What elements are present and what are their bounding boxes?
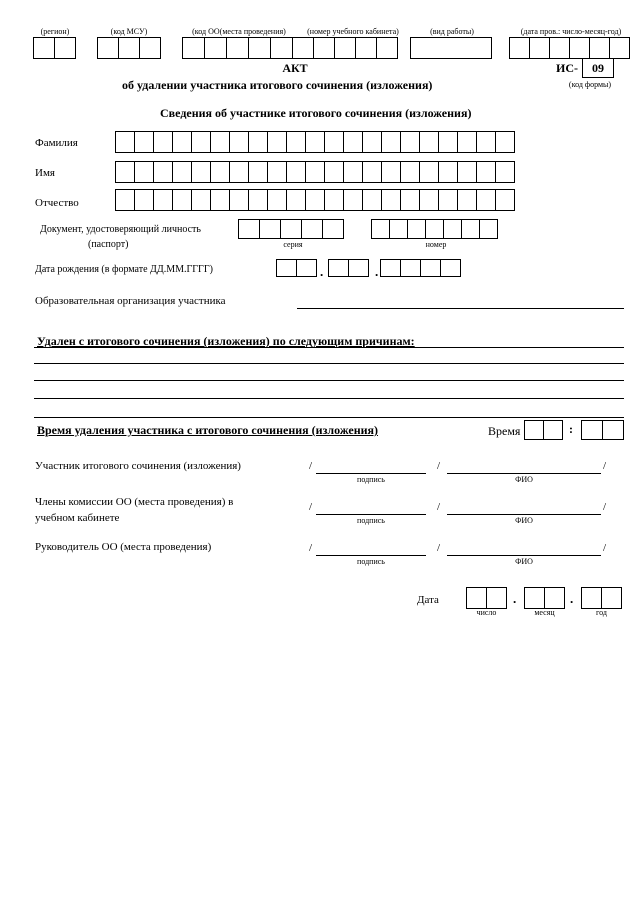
work-type-label: (вид работы) <box>430 27 474 36</box>
reason-line-3[interactable] <box>34 380 624 381</box>
input-cell[interactable] <box>438 161 458 183</box>
date-day-boxes[interactable] <box>466 587 507 609</box>
input-cell[interactable] <box>461 219 480 239</box>
input-cell[interactable] <box>438 189 458 211</box>
participant-name-line[interactable] <box>447 473 601 474</box>
input-cell[interactable] <box>267 161 287 183</box>
input-cell[interactable] <box>286 189 306 211</box>
input-cell[interactable] <box>296 259 317 277</box>
input-cell[interactable] <box>210 131 230 153</box>
input-cell[interactable] <box>400 131 420 153</box>
reason-line-5[interactable] <box>34 417 624 418</box>
commission-label-2: учебном кабинете <box>35 512 120 524</box>
participant-signature-caption: подпись <box>357 475 385 484</box>
input-cell[interactable] <box>115 161 135 183</box>
input-cell[interactable] <box>115 131 135 153</box>
input-cell[interactable] <box>419 161 439 183</box>
input-cell[interactable] <box>305 131 325 153</box>
input-cell[interactable] <box>371 219 390 239</box>
input-cell[interactable] <box>457 189 477 211</box>
msu-label: (код МСУ) <box>110 27 148 36</box>
input-cell[interactable] <box>495 189 515 211</box>
input-cell[interactable] <box>248 131 268 153</box>
input-cell[interactable] <box>259 219 281 239</box>
removal-time-heading: Время удаления участника с итогового сочинения (изложения) <box>37 423 379 437</box>
time-label: Время <box>488 424 521 438</box>
input-cell[interactable] <box>400 161 420 183</box>
patronymic-boxes[interactable] <box>115 189 515 211</box>
date-dot-2: . <box>570 591 574 606</box>
input-cell[interactable] <box>400 189 420 211</box>
act-title: АКТ <box>282 61 308 75</box>
input-cell[interactable] <box>134 189 154 211</box>
commission-signature-line[interactable] <box>316 514 426 515</box>
date-day-caption: число <box>476 608 497 617</box>
date-label: Дата <box>417 594 439 606</box>
input-cell[interactable] <box>343 189 363 211</box>
commission-slash-3: / <box>603 501 607 513</box>
participant-signature-line[interactable] <box>316 473 426 474</box>
input-cell[interactable] <box>328 259 349 277</box>
first-name-boxes[interactable] <box>115 161 515 183</box>
input-cell[interactable] <box>443 219 462 239</box>
input-cell[interactable] <box>172 161 192 183</box>
commission-name-caption: ФИО <box>515 516 533 525</box>
work-type-boxes[interactable] <box>410 37 492 59</box>
head-signature-caption: подпись <box>357 557 385 566</box>
input-cell[interactable] <box>172 189 192 211</box>
birth-date-dot-1: . <box>320 264 324 279</box>
commission-signature-caption: подпись <box>357 516 385 525</box>
time-minutes-boxes[interactable] <box>581 420 624 440</box>
input-cell[interactable] <box>324 161 344 183</box>
participant-signature-label: Участник итогового сочинения (изложения) <box>35 460 241 472</box>
organization-label: Образовательная организация участника <box>35 295 226 307</box>
input-cell[interactable] <box>457 131 477 153</box>
msu-boxes[interactable] <box>97 37 161 59</box>
date-code-boxes[interactable] <box>509 37 630 59</box>
input-cell[interactable] <box>425 219 444 239</box>
input-cell[interactable] <box>419 189 439 211</box>
participant-heading: Сведения об участнике итогового сочинения (изложения) <box>160 106 472 120</box>
series-label: серия <box>283 240 303 249</box>
input-cell[interactable] <box>191 131 211 153</box>
input-cell[interactable] <box>324 131 344 153</box>
input-cell[interactable] <box>389 219 408 239</box>
reason-line-2[interactable] <box>34 363 624 364</box>
commission-slash-1: / <box>309 501 313 513</box>
head-signature-label: Руководитель ОО (места проведения) <box>35 541 212 553</box>
input-cell[interactable] <box>343 131 363 153</box>
removal-reasons-heading: Удален с итогового сочинения (изложения) по следующим причинам: <box>37 334 415 348</box>
head-slash-3: / <box>603 542 607 554</box>
input-cell[interactable] <box>440 259 461 277</box>
input-cell[interactable] <box>457 161 477 183</box>
input-cell[interactable] <box>248 189 268 211</box>
head-signature-line[interactable] <box>316 555 426 556</box>
time-separator: : <box>569 422 573 436</box>
input-cell[interactable] <box>172 131 192 153</box>
input-cell[interactable] <box>381 161 401 183</box>
head-slash-2: / <box>437 542 441 554</box>
date-year-caption: год <box>596 608 607 617</box>
head-slash-1: / <box>309 542 313 554</box>
input-cell[interactable] <box>362 161 382 183</box>
birth-date-label: Дата рождения (в формате ДД.ММ.ГГГГ) <box>35 264 213 275</box>
input-cell[interactable] <box>419 131 439 153</box>
date-code-label: (дата пров.: число-месяц-год) <box>520 27 622 36</box>
input-cell[interactable] <box>348 259 369 277</box>
input-cell[interactable] <box>407 219 426 239</box>
input-cell[interactable] <box>381 131 401 153</box>
number-label: номер <box>425 240 447 249</box>
region-boxes[interactable] <box>33 37 76 59</box>
input-cell[interactable] <box>191 189 211 211</box>
input-cell[interactable] <box>301 219 323 239</box>
input-cell[interactable] <box>286 131 306 153</box>
commission-label-1: Члены комиссии ОО (места проведения) в <box>35 496 234 508</box>
input-cell[interactable] <box>362 131 382 153</box>
organization-line[interactable] <box>297 308 624 309</box>
patronymic-label: Отчество <box>35 197 79 209</box>
input-cell[interactable] <box>210 161 230 183</box>
input-cell[interactable] <box>305 161 325 183</box>
region-label: (регион) <box>40 27 70 36</box>
reason-line-1[interactable] <box>34 347 624 348</box>
passport-number-boxes[interactable] <box>371 219 498 239</box>
input-cell[interactable] <box>420 259 441 277</box>
form-prefix: ИС- <box>556 61 578 75</box>
commission-slash-2: / <box>437 501 441 513</box>
input-cell[interactable] <box>115 189 135 211</box>
input-cell[interactable] <box>305 189 325 211</box>
input-cell[interactable] <box>476 161 496 183</box>
date-month-caption: месяц <box>534 608 555 617</box>
input-cell[interactable] <box>276 259 297 277</box>
date-year-boxes[interactable] <box>581 587 622 609</box>
surname-boxes[interactable] <box>115 131 515 153</box>
input-cell[interactable] <box>153 189 173 211</box>
birth-date-dot-2: . <box>375 264 379 279</box>
room-label: (номер учебного кабинета) <box>307 27 399 36</box>
input-cell[interactable] <box>400 259 421 277</box>
surname-label: Фамилия <box>35 137 78 149</box>
input-cell[interactable] <box>134 161 154 183</box>
input-cell[interactable] <box>229 189 249 211</box>
input-cell[interactable] <box>362 189 382 211</box>
input-cell[interactable] <box>438 131 458 153</box>
form-code-label: (код формы) <box>568 80 612 89</box>
passport-series-boxes[interactable] <box>238 219 344 239</box>
passport-label: (паспорт) <box>88 239 129 250</box>
participant-name-caption: ФИО <box>515 475 533 484</box>
time-hours-boxes[interactable] <box>524 420 563 440</box>
input-cell[interactable] <box>210 189 230 211</box>
reason-line-4[interactable] <box>34 398 624 399</box>
participant-slash-1: / <box>309 460 313 472</box>
act-subtitle: об удалении участника итогового сочинения (изложения) <box>122 78 433 92</box>
head-name-caption: ФИО <box>515 557 533 566</box>
input-cell[interactable] <box>476 189 496 211</box>
participant-slash-3: / <box>603 460 607 472</box>
input-cell[interactable] <box>267 131 287 153</box>
input-cell[interactable] <box>343 161 363 183</box>
first-name-label: Имя <box>35 167 55 179</box>
input-cell[interactable] <box>495 161 515 183</box>
input-cell[interactable] <box>280 219 302 239</box>
input-cell[interactable] <box>229 161 249 183</box>
room-boxes[interactable] <box>313 37 398 59</box>
input-cell[interactable] <box>324 189 344 211</box>
form-code-box <box>582 58 614 78</box>
oo-boxes[interactable] <box>182 37 315 59</box>
input-cell[interactable] <box>229 131 249 153</box>
birth-date-boxes[interactable] <box>276 259 461 277</box>
input-cell[interactable] <box>381 189 401 211</box>
input-cell[interactable] <box>267 189 287 211</box>
participant-slash-2: / <box>437 460 441 472</box>
input-cell[interactable] <box>248 161 268 183</box>
document-label: Документ, удостоверяющий личность <box>40 224 201 235</box>
input-cell[interactable] <box>476 131 496 153</box>
input-cell[interactable] <box>238 219 260 239</box>
input-cell[interactable] <box>322 219 344 239</box>
oo-label: (код ОО(места проведения) <box>192 27 286 36</box>
head-name-line[interactable] <box>447 555 601 556</box>
input-cell[interactable] <box>134 131 154 153</box>
input-cell[interactable] <box>479 219 498 239</box>
input-cell[interactable] <box>153 161 173 183</box>
commission-name-line[interactable] <box>447 514 601 515</box>
input-cell[interactable] <box>286 161 306 183</box>
input-cell[interactable] <box>495 131 515 153</box>
input-cell[interactable] <box>153 131 173 153</box>
input-cell[interactable] <box>380 259 401 277</box>
input-cell[interactable] <box>191 161 211 183</box>
date-dot-1: . <box>513 591 517 606</box>
form-code: 09 <box>582 58 614 78</box>
date-month-boxes[interactable] <box>524 587 565 609</box>
